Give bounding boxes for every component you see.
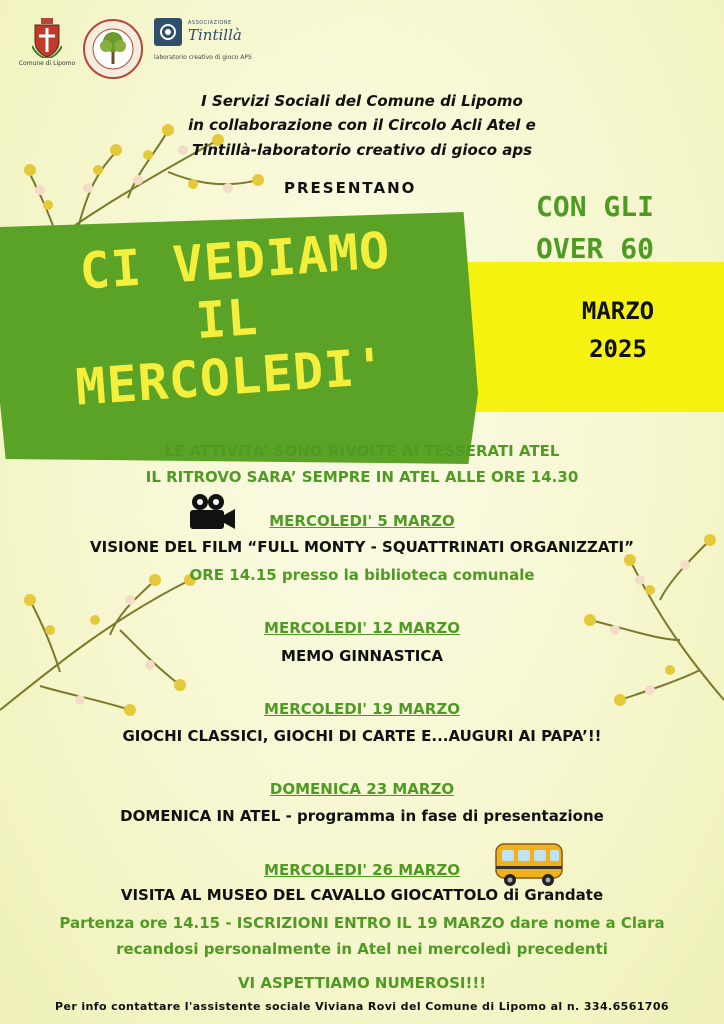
comune-logo xyxy=(18,18,76,80)
title-line-1: CI VEDIAMO xyxy=(77,221,393,301)
title-line-3: MERCOLEDI' xyxy=(73,337,389,417)
presentano-label: PRESENTANO xyxy=(284,179,417,197)
event-5-detail-1: Partenza ore 14.15 - ISCRIZIONI ENTRO IL 19 MARZO dare nome a Clara xyxy=(59,914,665,932)
intro-line-2: in collaborazione con il Circolo Acli Atel e xyxy=(188,116,536,134)
tintilla-name: Tintillà xyxy=(188,26,242,44)
comune-caption: Comune di Lipomo xyxy=(18,60,76,67)
flower-branch-icon xyxy=(0,560,200,720)
tintilla-logo xyxy=(154,18,266,80)
intro-line-3: Tintillà-laboratorio creativo di gioco aps xyxy=(191,141,533,159)
tintilla-assoc: ASSOCIAZIONE xyxy=(188,20,232,26)
footer-contact: Per info contattare l'assistente sociale Viviana Rovi del Comune di Lipomo al n. 334.6561706 xyxy=(55,1000,669,1013)
event-3-date: MERCOLEDI' 19 MARZO xyxy=(264,700,460,718)
audience-line-1: CON GLI xyxy=(535,190,654,223)
event-5-date: MERCOLEDI' 26 MARZO xyxy=(264,861,460,879)
event-4-date: DOMENICA 23 MARZO xyxy=(269,780,455,798)
event-5-title: VISITA AL MUSEO DEL CAVALLO GIOCATTOLO di Grandate xyxy=(120,886,604,904)
period-year: 2025 xyxy=(589,335,647,363)
audience-line-2: OVER 60 xyxy=(535,232,654,265)
event-3-title: GIOCHI CLASSICI, GIOCHI DI CARTE E...AUGURI AI PAPA’!! xyxy=(122,727,602,745)
audience-label xyxy=(510,186,680,270)
title-line-2: IL xyxy=(193,287,261,351)
event-5-detail-2: recandosi personalmente in Atel nei mercoledì precedenti xyxy=(116,940,608,958)
event-2-date: MERCOLEDI' 12 MARZO xyxy=(264,619,460,637)
intro-line-1: I Servizi Sociali del Comune di Lipomo xyxy=(201,92,523,110)
logo-bar xyxy=(18,18,266,80)
tintilla-mark-icon xyxy=(154,18,182,46)
event-1-detail: ORE 14.15 presso la biblioteca comunale xyxy=(189,566,535,584)
period-month: MARZO xyxy=(581,297,655,325)
event-1-date: MERCOLEDI' 5 MARZO xyxy=(269,512,455,530)
tintilla-subtitle: laboratorio creativo di gioco APS xyxy=(154,54,252,61)
crest-icon xyxy=(32,18,62,58)
atel-logo xyxy=(82,18,144,80)
notice-line-1: LE ATTIVITA’ SONO RIVOLTE AI TESSERATI ATEL xyxy=(164,442,560,460)
event-4-title: DOMENICA IN ATEL - programma in fase di presentazione xyxy=(120,807,604,825)
period-label xyxy=(548,292,688,368)
event-1-title: VISIONE DEL FILM “FULL MONTY - SQUATTRINATI ORGANIZZATI” xyxy=(90,538,634,556)
closing-line: VI ASPETTIAMO NUMEROSI!!! xyxy=(237,974,487,992)
notice-line-2: IL RITROVO SARA’ SEMPRE IN ATEL ALLE ORE 14.30 xyxy=(145,468,579,486)
event-2-title: MEMO GINNASTICA xyxy=(281,647,443,665)
